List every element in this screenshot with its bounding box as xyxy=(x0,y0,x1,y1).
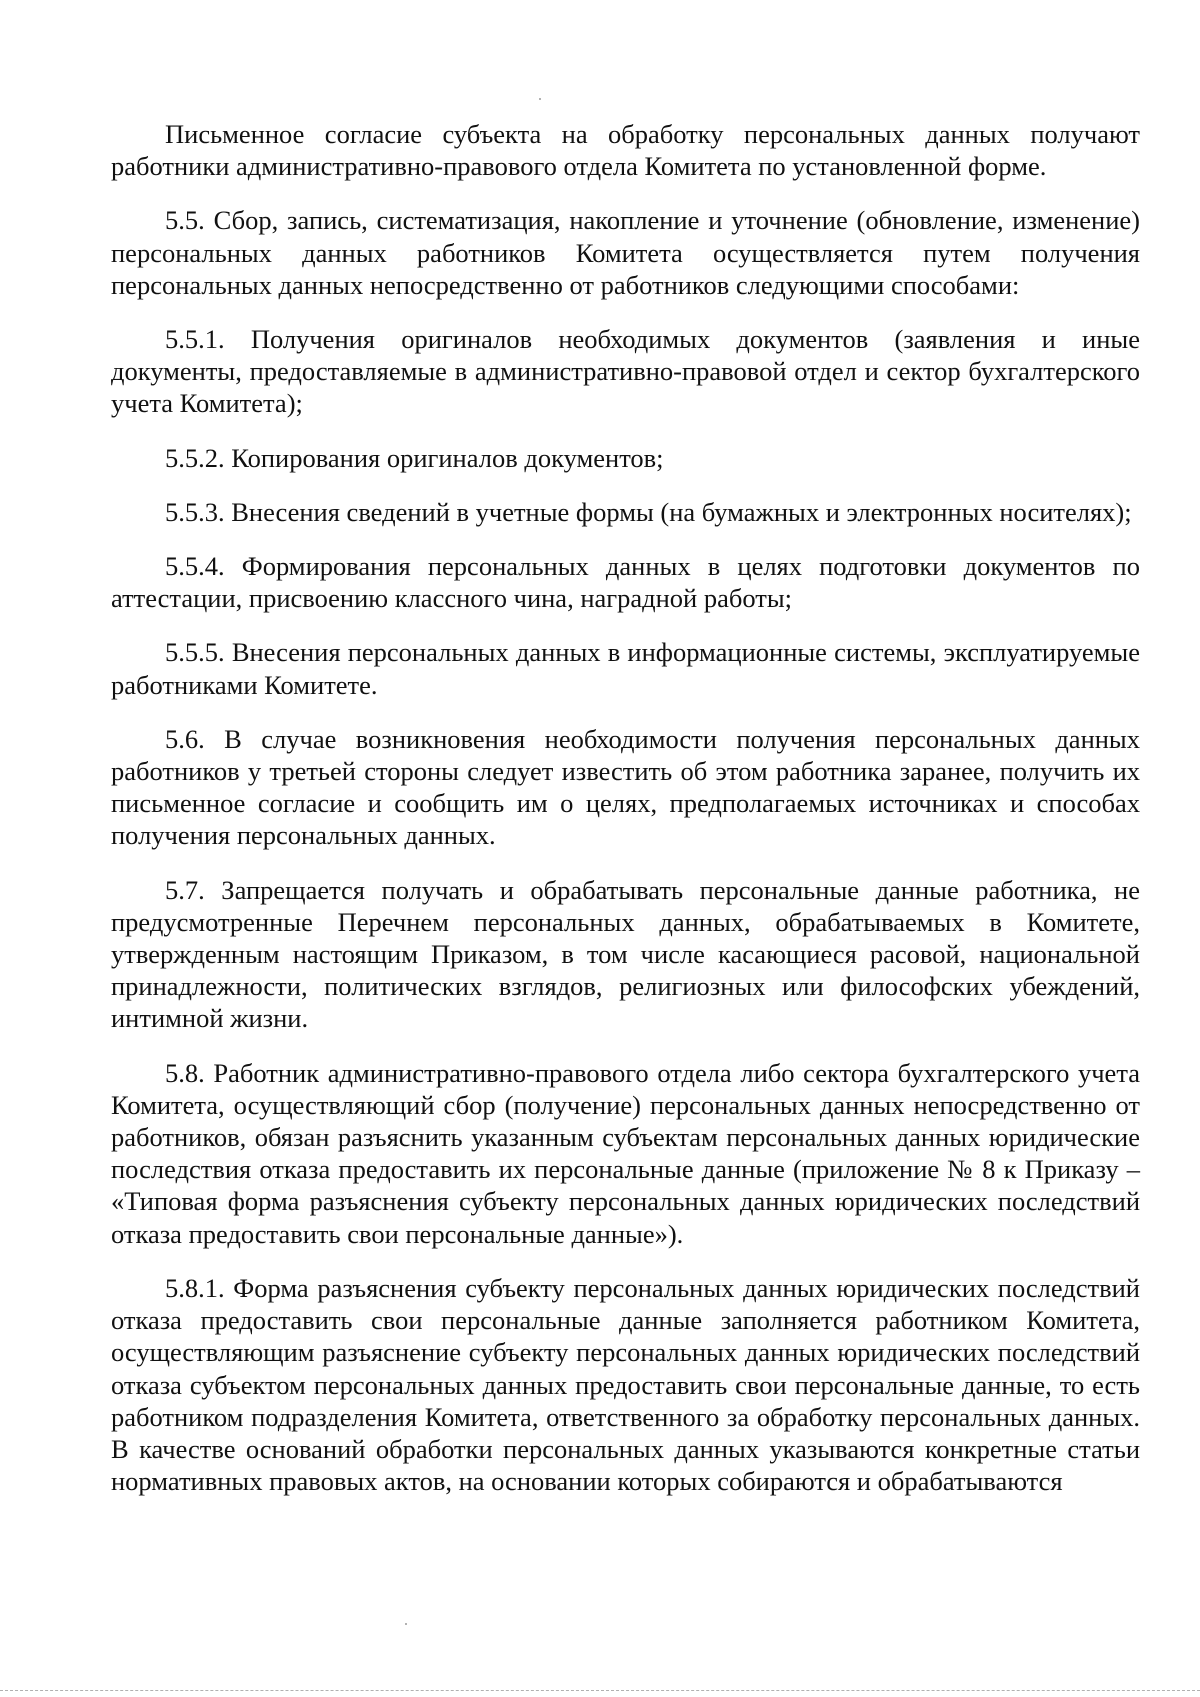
paragraph-5-5-2: 5.5.2. Копирования оригиналов документов; xyxy=(165,442,664,473)
scan-speck xyxy=(539,98,541,100)
scan-speck xyxy=(405,1623,407,1625)
paragraph-5-5-3: 5.5.3. Внесения сведений в учетные формы (на бумажных и электронных носителях); xyxy=(165,496,1132,527)
paragraph-5-7: 5.7. Запрещается получать и обрабатывать персональные данные работника, не предусмотренные Перечнем персональных данных, обрабатываемых в Комитете, утвержденным настоящим Приказом, в том числе касающиеся расовой, национальной принадлежности, политических взглядов, религиозных или философских убеждений, интимной жизни. xyxy=(111,874,1140,1034)
paragraph-5-6: 5.6. В случае возникновения необходимости получения персональных данных работников у третьей стороны следует известить об этом работника заранее, получить их письменное согласие и сообщить им о целях, предполагаемых источниках и способах получения персональных данных. xyxy=(111,723,1140,851)
paragraph-5-5-1: 5.5.1. Получения оригиналов необходимых документов (заявления и иные документы, предоставляемые в административно-правовой отдел и сектор бухгалтерского учета Комитета); xyxy=(111,324,1140,419)
paragraph-5-5-4: 5.5.4. Формирования персональных данных в целях подготовки документов по аттестации, присвоению классного чина, наградной работы; xyxy=(111,551,1140,614)
paragraph-5-8: 5.8. Работник административно-правового отдела либо сектора бухгалтерского учета Комитета, осуществляющий сбор (получение) персональных данных непосредственно от работников, обязан разъяснить указанным субъектам персональных данных юридические последствия отказа предоставить их персональные данные (приложение № 8 к Приказу – «Типовая форма разъяснения субъекту персональных данных юридических последствий отказа предоставить свои персональные данные»). xyxy=(111,1057,1140,1249)
paragraph-5-5: 5.5. Сбор, запись, систематизация, накопление и уточнение (обновление, изменение) персональных данных работников Комитета осуществляется путем получения персональных данных непосредственно от работников следующими способами: xyxy=(111,205,1140,300)
page-bottom-edge xyxy=(0,1690,1200,1691)
paragraph-5-5-5: 5.5.5. Внесения персональных данных в информационные системы, эксплуатируемые работниками Комитете. xyxy=(111,637,1140,700)
paragraph-5-8-1: 5.8.1. Форма разъяснения субъекту персональных данных юридических последствий отказа предоставить свои персональные данные заполняется работником Комитета, осуществляющим разъяснение субъекту персональных данных юридических последствий отказа субъектом персональных данных предоставить свои персональные данные, то есть работником подразделения Комитета, ответственного за обработку персональных данных. В качестве оснований обработки персональных данных указываются конкретные статьи нормативных правовых актов, на основании которых собираются и обрабатываются xyxy=(111,1272,1140,1497)
document-body xyxy=(111,118,1140,1519)
paragraph-consent-intro: Письменное согласие субъекта на обработку персональных данных получают работники административно-правового отдела Комитета по установленной форме. xyxy=(111,119,1140,182)
